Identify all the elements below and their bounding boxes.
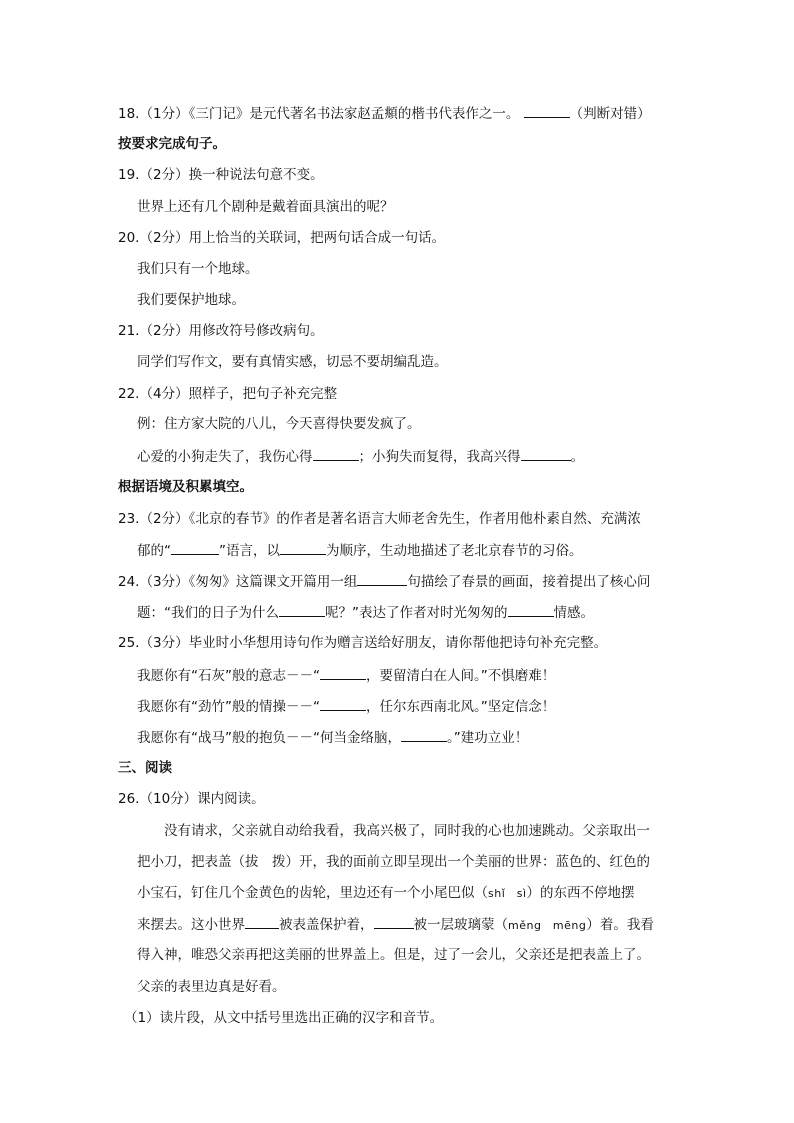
section-heading-reading: 三、阅读 xyxy=(118,760,172,776)
question-score: （2分） xyxy=(139,511,189,527)
question-number: 19. xyxy=(118,167,140,183)
question-text: 《北京的春节》的作者是著名语言大师老舍先生，作者用他朴素自然、充满浓 xyxy=(188,511,641,527)
fill-text: 呢？”表达了作者对时光匆匆的 xyxy=(325,605,508,621)
question-text: 换一种说法句意不变。 xyxy=(188,167,324,183)
question-text: （判断对错） xyxy=(569,106,651,122)
fill-text: 小宝石，钉住几个金黄色的齿轮，里边还有一个小尾巴似（ xyxy=(137,885,488,901)
question-score: （10分） xyxy=(139,791,198,807)
fill-text: ）的东西不停地摆 xyxy=(526,885,635,901)
question-score: （1分） xyxy=(139,106,189,122)
fill-text: 。”建功立业！ xyxy=(446,730,529,746)
answer-blank[interactable] xyxy=(521,446,571,461)
question-25-poem-3 xyxy=(137,727,528,747)
question-number: 22. xyxy=(118,386,140,402)
question-21-sentence: 同学们写作文，要有真情实感，切忌不要胡编乱造。 xyxy=(137,354,448,370)
question-24 xyxy=(118,571,650,591)
passage-line-2: 把小刀，把表盖（拔 拨）开，我的面前立即呈现出一个美丽的世界：蓝色的、红色的 xyxy=(137,854,650,870)
answer-blank[interactable] xyxy=(401,727,447,742)
question-25-poem-1 xyxy=(137,665,555,685)
passage-line-3 xyxy=(137,883,635,903)
question-20-sentence-1: 我们只有一个地球。 xyxy=(137,261,259,277)
passage-line-5: 得入神，唯恐父亲再把这美丽的世界盖上。但是，过了一会儿，父亲还是把表盖上了。 xyxy=(137,947,650,963)
question-score: （4分） xyxy=(139,386,189,402)
fill-text: 情感。 xyxy=(553,605,594,621)
answer-blank[interactable] xyxy=(374,914,414,929)
answer-blank[interactable] xyxy=(357,571,407,586)
question-score: （2分） xyxy=(139,323,189,339)
answer-blank[interactable] xyxy=(320,665,366,680)
question-number: 24. xyxy=(118,574,140,590)
fill-text: ，任尔东西南北风。”坚定信念！ xyxy=(365,699,556,715)
answer-blank[interactable] xyxy=(320,696,366,711)
fill-text: 《匆匆》这篇课文开篇用一组 xyxy=(188,574,358,590)
question-25-poem-2 xyxy=(137,696,555,716)
fill-text: ，要留清白在人间。”不惧磨难！ xyxy=(365,668,556,684)
question-number: 25. xyxy=(118,635,140,651)
answer-blank[interactable] xyxy=(313,446,359,461)
answer-blank[interactable] xyxy=(245,914,279,929)
fill-text: ）着。我看 xyxy=(586,917,654,933)
question-18 xyxy=(118,103,651,123)
question-text: 用上恰当的关联词，把两句话合成一句话。 xyxy=(188,230,446,246)
fill-text: 。 xyxy=(570,449,584,465)
fill-text: 郁的“ xyxy=(137,543,171,559)
pinyin-options: měng mēng xyxy=(508,919,587,932)
question-23 xyxy=(118,509,641,529)
question-number: 21. xyxy=(118,323,140,339)
fill-text: 心爱的小狗走失了，我伤心得 xyxy=(137,449,313,465)
passage-line-6: 父亲的表里边真是好看。 xyxy=(137,979,286,995)
answer-blank[interactable] xyxy=(279,602,325,617)
fill-text: ”语言，以 xyxy=(219,543,280,559)
question-23-line-2 xyxy=(137,540,583,560)
answer-blank[interactable] xyxy=(508,602,554,617)
fill-text: ；小狗失而复得，我高兴得 xyxy=(358,449,521,465)
question-22-fill xyxy=(137,446,584,466)
question-text: 用修改符号修改病句。 xyxy=(188,323,324,339)
question-25 xyxy=(118,633,607,653)
question-number: 20. xyxy=(118,230,140,246)
question-19-sentence: 世界上还有几个剧种是戴着面具演出的呢？ xyxy=(137,199,394,215)
question-number: 26. xyxy=(118,791,140,807)
passage-line-4 xyxy=(137,914,654,934)
fill-text: 来摆去。这小世界 xyxy=(137,917,245,933)
question-text: 照样子，把句子补充完整 xyxy=(188,386,338,402)
fill-text: 题：“我们的日子为什么 xyxy=(137,605,279,621)
question-22-example: 例：住方家大院的八儿，今天喜得快要发疯了。 xyxy=(137,416,421,432)
question-22 xyxy=(118,384,337,404)
answer-blank[interactable] xyxy=(280,540,326,555)
fill-text: 被一层玻璃蒙（ xyxy=(413,917,508,933)
question-text: 《三门记》是元代著名书法家赵孟頫的楷书代表作之一。 xyxy=(188,106,520,122)
question-24-line-2 xyxy=(137,602,594,622)
pinyin-options: shǐ sì xyxy=(488,887,527,900)
question-21 xyxy=(118,321,324,341)
answer-blank[interactable] xyxy=(524,103,570,118)
question-text: 课内阅读。 xyxy=(197,791,265,807)
question-score: （2分） xyxy=(139,230,189,246)
passage-line-1: 没有请求，父亲就自动给我看，我高兴极了，同时我的心也加速跳动。父亲取出一 xyxy=(164,823,650,839)
fill-text: 我愿你有“劲竹”般的情操－－“ xyxy=(137,699,320,715)
fill-text: 我愿你有“战马”般的抱负－－“何当金络脑， xyxy=(137,730,401,746)
question-19 xyxy=(118,165,324,185)
answer-blank[interactable] xyxy=(171,540,219,555)
fill-text: 为顺序，生动地描述了老北京春节的习俗。 xyxy=(326,543,583,559)
question-text: 毕业时小华想用诗句作为赠言送给好朋友，请你帮他把诗句补充完整。 xyxy=(188,635,608,651)
section-heading-sentences: 按要求完成句子。 xyxy=(118,136,226,152)
question-20-sentence-2: 我们要保护地球。 xyxy=(137,292,245,308)
question-20 xyxy=(118,228,445,248)
fill-text: 我愿你有“石灰”般的意志－－“ xyxy=(137,668,320,684)
question-number: 23. xyxy=(118,511,140,527)
question-score: （2分） xyxy=(139,167,189,183)
fill-text: 被表盖保护着， xyxy=(279,917,374,933)
question-score: （3分） xyxy=(139,635,189,651)
question-score: （3分） xyxy=(139,574,189,590)
sub-question-1: （1）读片段，从文中括号里选出正确的汉字和音节。 xyxy=(124,1010,444,1026)
section-heading-fill: 根据语境及积累填空。 xyxy=(118,479,253,495)
question-26 xyxy=(118,789,265,809)
fill-text: 句描绘了春景的画面，接着提出了核心问 xyxy=(407,574,651,590)
question-number: 18. xyxy=(118,106,140,122)
